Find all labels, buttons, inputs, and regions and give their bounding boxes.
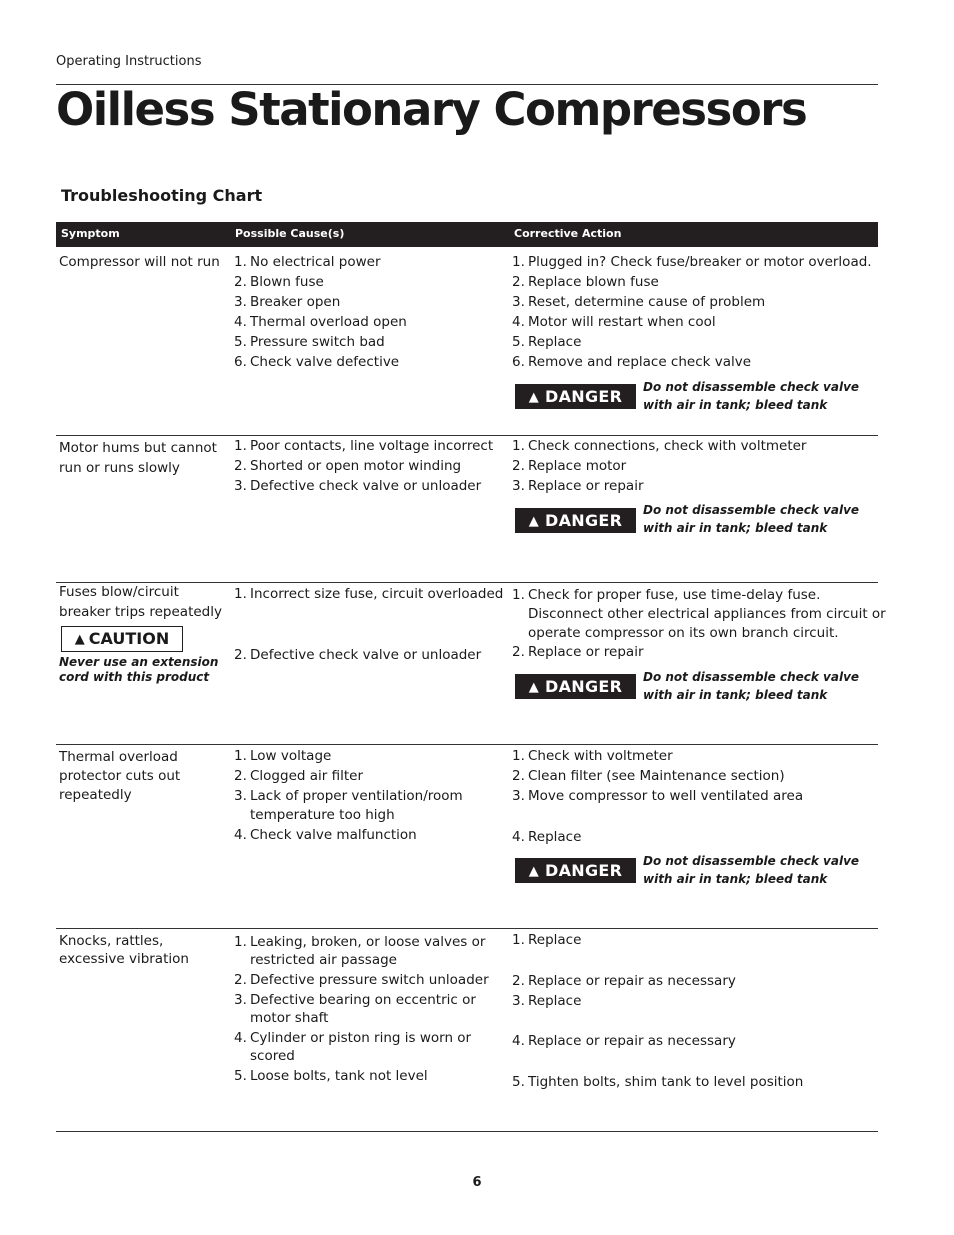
table-row-causes: 1. Poor contacts, line voltage incorrect 2. Shorted or open motor winding 3. Defective check valve or unloader [234,438,494,494]
table-row-actions: 4. Replace or repair as necessary [512,1033,736,1049]
table-row-actions: 1. Plugged in? Check fuse/breaker or motor overload. 2. Replace blown fuse 3. Reset, determine cause of problem 4. Motor will restart when cool 5. Replace 6. Remove and replace check valve [512,254,872,370]
warning-triangle-icon: ▲ [528,390,540,405]
column-header-symptom: Symptom [61,227,120,240]
table-row-causes: 1. Incorrect size fuse, circuit overloaded [234,586,504,602]
warning-triangle-icon: ▲ [528,680,540,695]
danger-badge: ▲ DANGER [515,674,636,699]
row-divider [56,928,878,929]
caution-note: Never use an extension cord with this product [59,655,219,684]
danger-badge: ▲ DANGER [515,384,636,409]
table-row-actions: 1. Check for proper fuse, use time-delay fuse. Disconnect other electrical appliances from circuit or operate compressor on its own branch circuit. 2. Replace or repair [512,587,886,660]
row-divider [56,744,878,745]
danger-badge: ▲ DANGER [515,508,636,533]
table-row-symptom: Knocks, rattles, excessive vibration [59,933,189,967]
table-row-actions: 4. Replace [512,829,582,845]
table-row-symptom: Thermal overload protector cuts out repeatedly [59,749,181,803]
warning-triangle-icon: ▲ [528,514,540,529]
table-row-symptom: Motor hums but cannot run or runs slowly [59,440,217,476]
warning-triangle-icon: ▲ [528,864,540,879]
table-row-actions: 1. Replace [512,932,582,948]
table-row-symptom: Fuses blow/circuit breaker trips repeatedly [59,584,222,620]
table-row-actions: 2. Replace or repair as necessary 3. Replace [512,973,736,1009]
danger-note: Do not disassemble check valve with air in tank; bleed tank [643,854,860,886]
danger-note: Do not disassemble check valve with air in tank; bleed tank [643,380,860,412]
table-row-actions: 5. Tighten bolts, shim tank to level position [512,1074,804,1090]
warning-triangle-icon: ▲ [74,632,85,647]
table-row-actions: 1. Check connections, check with voltmeter 2. Replace motor 3. Replace or repair [512,438,807,494]
danger-badge: ▲ DANGER [515,858,636,883]
column-header-causes: Possible Cause(s) [235,227,345,240]
table-row-causes: 1. Leaking, broken, or loose valves or restricted air passage 2. Defective pressure switch unloader 3. Defective bearing on eccentric or motor shaft 4. Cylinder or piston ring is worn or scored 5. Loose bolts, tank not level [234,934,489,1084]
table-row-causes: 1. No electrical power 2. Blown fuse 3. Breaker open 4. Thermal overload open 5. Pressure switch bad 6. Check valve defective [234,254,407,370]
column-header-action: Corrective Action [514,227,622,240]
danger-note: Do not disassemble check valve with air in tank; bleed tank [643,670,860,702]
table-row-causes: 2. Defective check valve or unloader [234,647,482,663]
header-label: Operating Instructions [56,54,202,69]
table-header [56,222,878,247]
table-row-symptom: Compressor will not run [59,254,220,270]
section-title: Troubleshooting Chart [61,186,263,205]
caution-badge: ▲ CAUTION [61,626,183,652]
table-bottom-rule [56,1131,878,1132]
page-number: 6 [472,1175,482,1190]
danger-note: Do not disassemble check valve with air in tank; bleed tank [643,503,860,535]
page-title: Oilless Stationary Compressors [56,83,807,136]
table-row-actions: 1. Check with voltmeter 2. Clean filter (see Maintenance section) 3. Move compressor to well ventilated area [512,748,804,804]
table-row-causes: 1. Low voltage 2. Clogged air filter 3. Lack of proper ventilation/room temperature too high 4. Check valve malfunction [234,748,463,843]
